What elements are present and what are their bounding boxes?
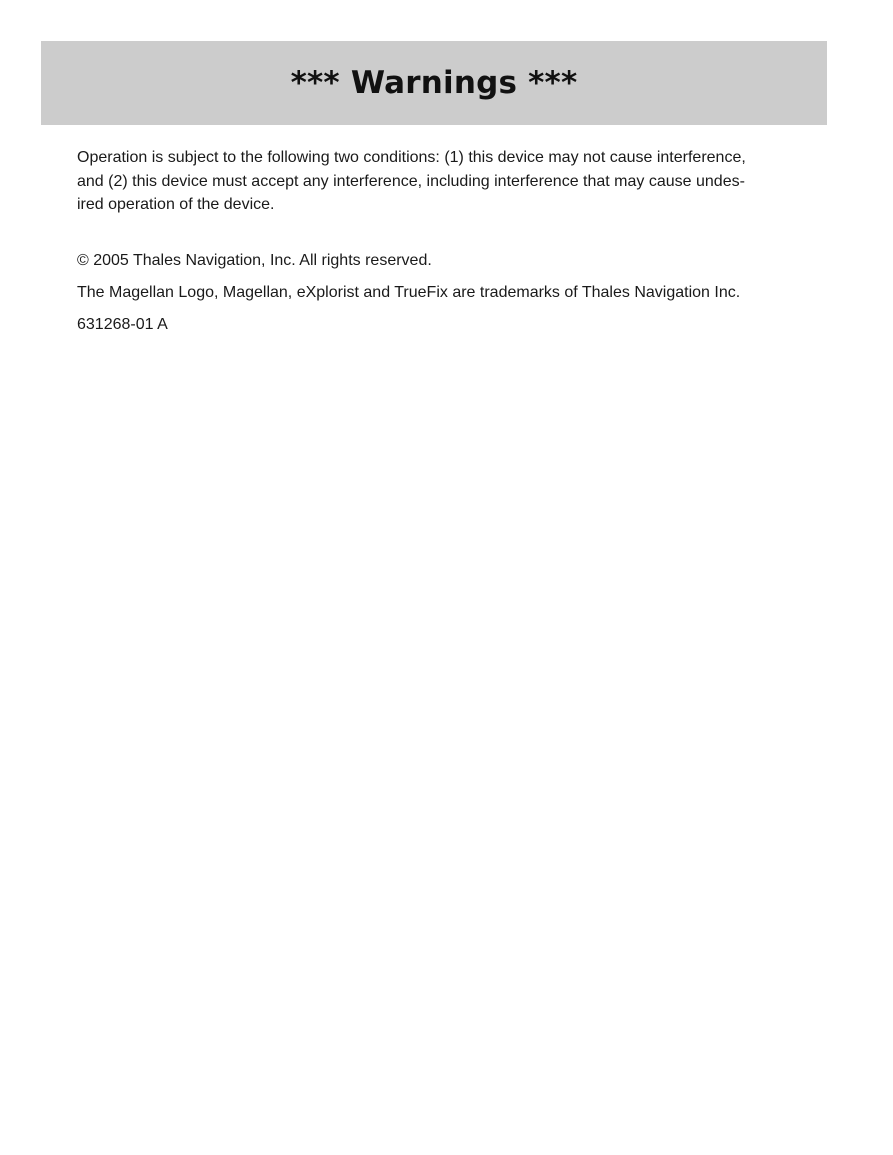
page-title: *** Warnings *** <box>290 65 578 101</box>
fcc-conditions-paragraph: Operation is subject to the following two conditions: (1) this device may not cause interference, and (2) this device must accept any interference, including interference that may cause undes- ired operation of the device. <box>77 149 746 213</box>
part-number: 631268-01 A <box>77 315 168 333</box>
warnings-header-band <box>41 41 827 125</box>
document-body <box>77 146 812 335</box>
copyright-notice: © 2005 Thales Navigation, Inc. All rights reserved. <box>77 251 432 269</box>
trademark-notice: The Magellan Logo, Magellan, eXplorist and TrueFix are trademarks of Thales Navigation Inc. <box>77 283 741 301</box>
